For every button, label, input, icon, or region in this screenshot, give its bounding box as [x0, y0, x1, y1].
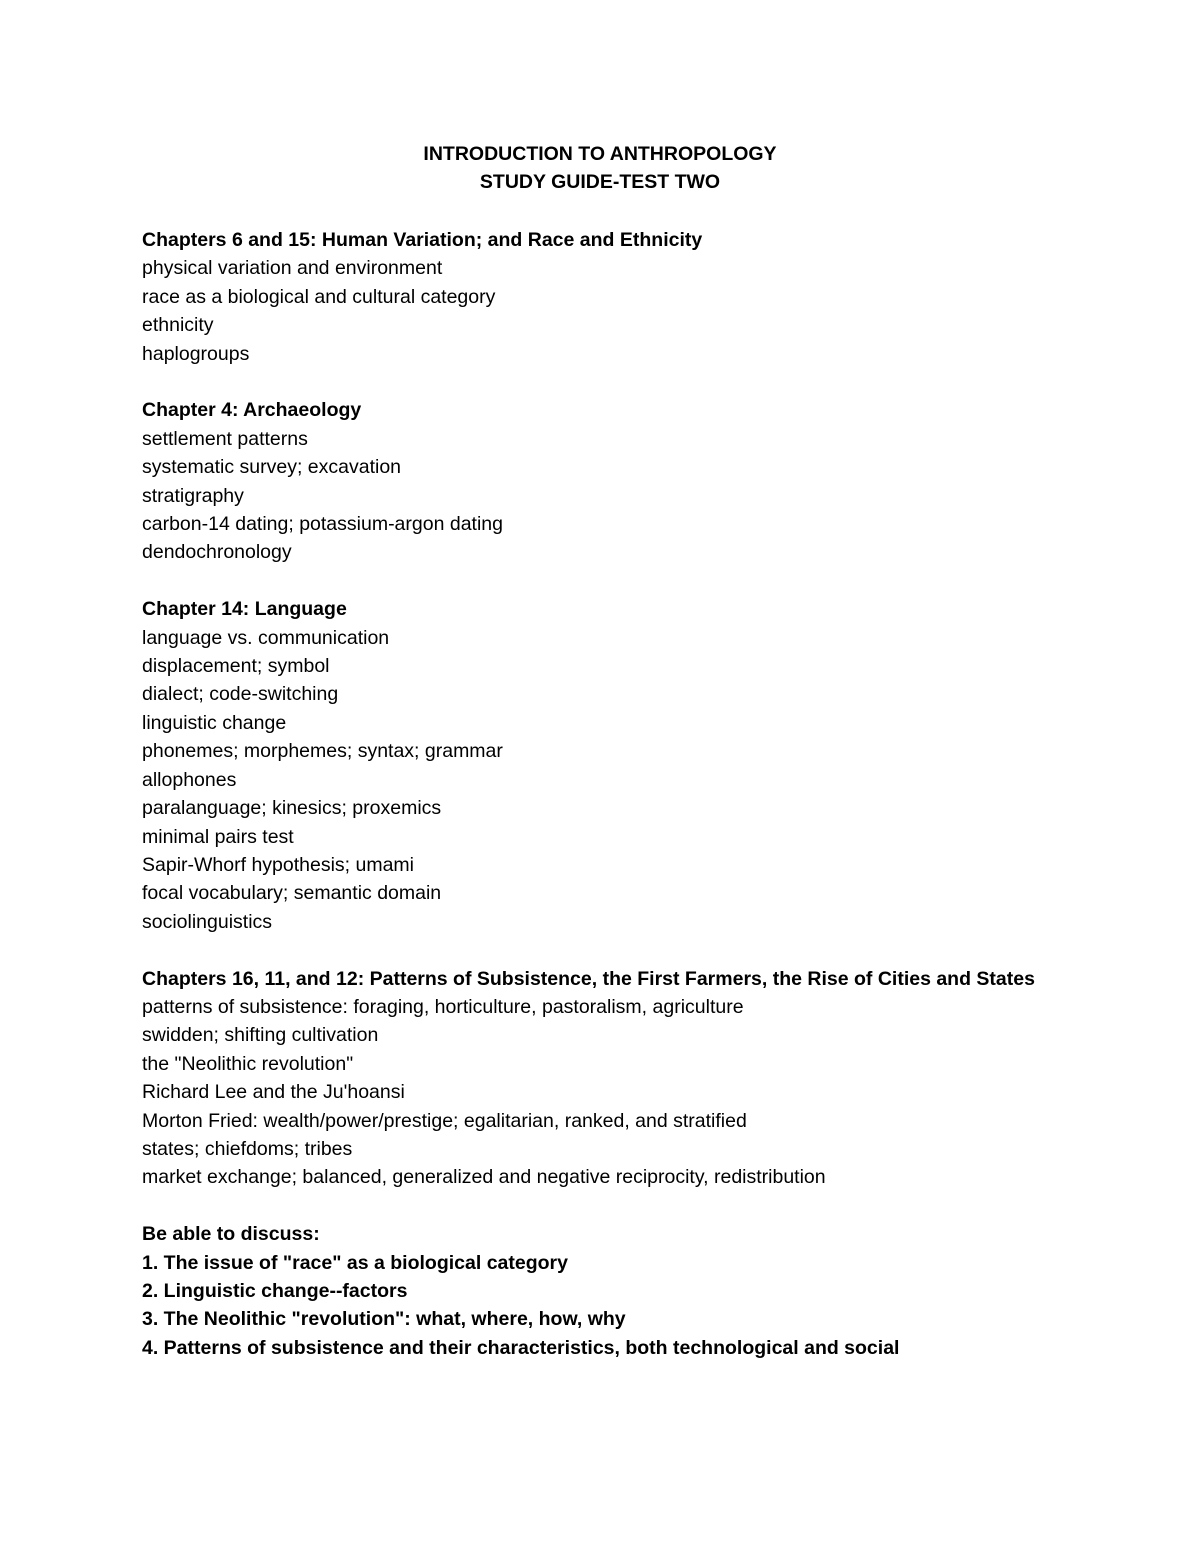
list-item: stratigraphy [142, 484, 244, 507]
list-item: haplogroups [142, 342, 250, 365]
section-heading: Be able to discuss: [142, 1223, 320, 1246]
list-item: states; chiefdoms; tribes [142, 1137, 353, 1160]
list-item: phonemes; morphemes; syntax; grammar [142, 740, 503, 763]
list-item: patterns of subsistence: foraging, horticulture, pastoralism, agriculture [142, 995, 744, 1018]
list-item: carbon-14 dating; potassium-argon dating [142, 513, 503, 536]
spacer [142, 936, 1072, 964]
list-item: physical variation and environment [142, 257, 443, 280]
list-item: Morton Fried: wealth/power/prestige; egalitarian, ranked, and stratified [142, 1109, 747, 1132]
list-item: sociolinguistics [142, 910, 273, 933]
list-item: displacement; symbol [142, 655, 330, 678]
discussion-item: 2. Linguistic change--factors [142, 1279, 408, 1302]
list-item: race as a biological and cultural category [142, 285, 496, 308]
list-item: dendochronology [142, 541, 292, 564]
document-title [0, 140, 1200, 197]
list-item: Sapir-Whorf hypothesis; umami [142, 853, 415, 876]
section-subsistence [142, 965, 1072, 1192]
list-item: minimal pairs test [142, 825, 294, 848]
section-heading: Chapters 16, 11, and 12: Patterns of Subsistence, the First Farmers, the Rise of Cities and States [142, 967, 1035, 990]
section-heading: Chapter 4: Archaeology [142, 399, 362, 422]
title-line-1: INTRODUCTION TO ANTHROPOLOGY [423, 143, 777, 165]
document-body [142, 226, 1072, 1362]
section-archaeology [142, 396, 1072, 566]
list-item: market exchange; balanced, generalized and negative reciprocity, redistribution [142, 1166, 826, 1189]
section-discuss [142, 1220, 1072, 1362]
discussion-item: 3. The Neolithic "revolution": what, where, how, why [142, 1308, 626, 1331]
discussion-item: 4. Patterns of subsistence and their characteristics, both technological and social [142, 1336, 900, 1359]
list-item: Richard Lee and the Ju'hoansi [142, 1081, 405, 1104]
list-item: linguistic change [142, 711, 287, 734]
list-item: language vs. communication [142, 626, 390, 649]
spacer [142, 1192, 1072, 1220]
list-item: paralanguage; kinesics; proxemics [142, 797, 442, 820]
list-item: allophones [142, 768, 237, 791]
list-item: ethnicity [142, 314, 214, 337]
discussion-item: 1. The issue of "race" as a biological category [142, 1251, 568, 1274]
list-item: settlement patterns [142, 427, 308, 450]
spacer [142, 567, 1072, 595]
list-item: focal vocabulary; semantic domain [142, 882, 442, 905]
section-heading: Chapters 6 and 15: Human Variation; and Race and Ethnicity [142, 229, 703, 251]
section-language [142, 595, 1072, 936]
section-human-variation [142, 226, 1072, 368]
title-line-2: STUDY GUIDE-TEST TWO [479, 171, 721, 194]
list-item: the "Neolithic revolution" [142, 1052, 354, 1075]
list-item: dialect; code-switching [142, 683, 339, 706]
list-item: systematic survey; excavation [142, 456, 402, 479]
list-item: swidden; shifting cultivation [142, 1024, 379, 1047]
section-heading: Chapter 14: Language [142, 598, 347, 621]
spacer [142, 368, 1072, 396]
